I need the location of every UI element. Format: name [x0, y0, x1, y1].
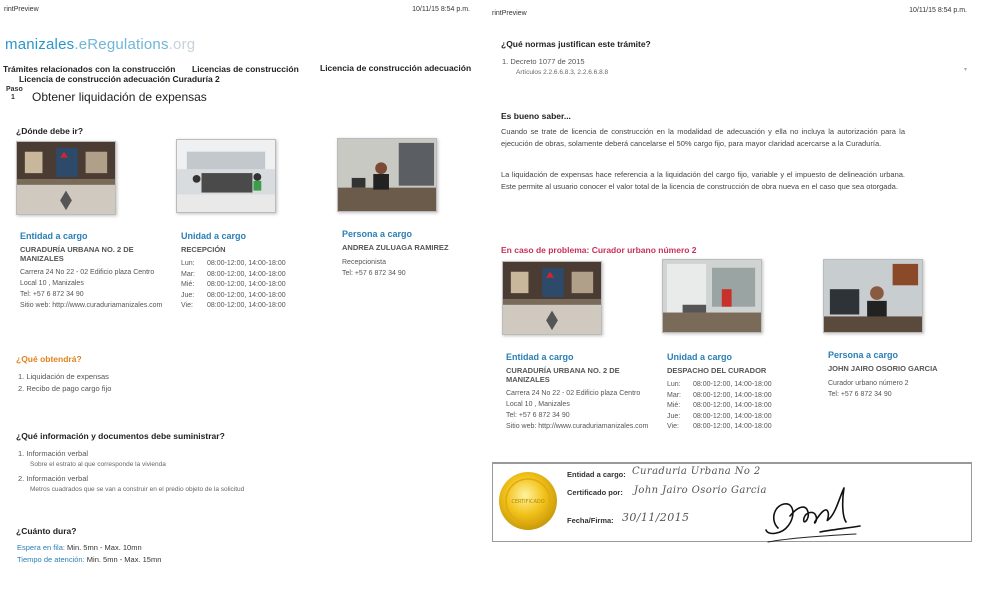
entity-address-line1: Carrera 24 No 22 - 02 Edificio plaza Centro	[20, 269, 155, 276]
hours-row	[181, 280, 286, 291]
good-to-know-heading: Es bueno saber...	[501, 111, 571, 121]
problem-person-name: JOHN JAIRO OSORIO GARCIA	[828, 364, 938, 373]
office-photo	[662, 259, 762, 333]
receptionist-photo	[337, 138, 437, 212]
problem-entity-address-line1: Carrera 24 No 22 - 02 Edificio plaza Centro	[506, 390, 641, 397]
hours-row	[181, 301, 286, 312]
hours-time: 08:00-12:00, 14:00-18:00	[693, 412, 772, 420]
brand-part-tld: .org	[168, 36, 196, 53]
entity-phone: Tel: +57 6 872 34 90	[20, 291, 84, 298]
problem-person-details	[828, 378, 909, 400]
person-phone: Tel: +57 6 872 34 90	[342, 270, 406, 277]
hours-day: Mié:	[181, 281, 195, 288]
entity-name	[20, 245, 134, 263]
problem-entity-phone: Tel: +57 6 872 34 90	[506, 412, 570, 419]
obtain-list	[18, 371, 111, 395]
hours-time: 08:00-12:00, 14:00-18:00	[693, 423, 772, 430]
hours-day: Mié:	[667, 402, 681, 409]
attention-value: Min. 5mn - Max. 15mn	[86, 555, 162, 564]
breadcrumb-item-construction[interactable]: Trámites relacionados con la construcción	[3, 64, 176, 74]
entity-name-line2: MANIZALES	[20, 254, 64, 263]
entity-address-line2: Local 10 , Manizales	[20, 280, 84, 287]
obtain-item: 2. Recibo de pago cargo fijo	[18, 384, 112, 393]
problem-entity-name	[506, 366, 620, 384]
person-name: ANDREA ZULUAGA RAMIREZ	[342, 243, 449, 252]
brand-part-name: .eRegulations	[74, 36, 169, 53]
breadcrumb-item-current[interactable]: Licencia de construcción adecuación Curaduría 2	[19, 74, 220, 84]
scroll-indicator: ▾	[963, 67, 967, 73]
hours-day: Mar:	[181, 270, 195, 278]
hours-row	[667, 401, 772, 412]
problem-entity-website-link[interactable]: Sitio web: http://www.curaduriamanizales.com	[506, 423, 649, 430]
print-title: rintPreview	[492, 10, 527, 17]
problem-unit-name: DESPACHO DEL CURADOR	[667, 366, 767, 375]
problem-unit-hours	[667, 380, 772, 433]
hours-time: 08:00-12:00, 14:00-18:00	[693, 381, 772, 388]
unit-name: RECEPCIÓN	[181, 245, 226, 254]
document-item-detail: Sobre el estrato al que corresponde la vivienda	[30, 461, 166, 468]
print-title: rintPreview	[4, 6, 39, 13]
hours-time: 08:00-12:00, 14:00-18:00	[207, 281, 286, 288]
norms-heading: ¿Qué normas justifican este trámite?	[501, 39, 651, 49]
problem-unit-heading: Unidad a cargo	[667, 352, 733, 362]
problem-person-phone: Tel: +57 6 872 34 90	[828, 391, 892, 398]
entity-heading: Entidad a cargo	[20, 231, 88, 241]
hours-day: Jue:	[181, 291, 195, 299]
entity-details	[20, 267, 162, 311]
norm-item: 1. Decreto 1077 de 2015	[502, 57, 585, 66]
hours-row	[667, 391, 772, 402]
obtain-item: 1. Liquidación de expensas	[18, 372, 109, 381]
cert-certified-value: John Jairo Osorio Garcia	[634, 485, 767, 496]
cert-entity-label: Entidad a cargo:	[567, 470, 626, 479]
where-heading: ¿Dónde debe ir?	[16, 126, 84, 136]
document-item-detail: Metros cuadrados que se van a construir en el predio objeto de la solicitud	[30, 486, 245, 493]
step-title: Obtener liquidación de expensas	[32, 90, 207, 104]
wait-value: Min. 5mn - Max. 10mn	[67, 543, 142, 552]
problem-entity-name-line2: MANIZALES	[506, 375, 550, 384]
document-item-title: 2. Información verbal	[18, 474, 89, 483]
good-to-know-paragraph-1: Cuando se trate de licencia de construcción en la modalidad de adecuación y ella no incluya la autorización para la ejecución de obras, solamente deberá cancelarse el 50% cargo fijo, para mayor claridad acercarse a la Curaduría.	[501, 127, 905, 148]
problem-heading: En caso de problema: Curador urbano número 2	[501, 245, 697, 255]
print-date: 10/11/15 8:54 p.m.	[909, 7, 967, 14]
cert-certified-label: Certificado por:	[567, 488, 623, 497]
breadcrumb-item-licenses[interactable]: Licencias de construcción	[192, 64, 299, 74]
documents-list	[18, 448, 244, 498]
unit-hours	[181, 259, 286, 312]
problem-entity-heading: Entidad a cargo	[506, 352, 574, 362]
hours-time: 08:00-12:00, 14:00-18:00	[693, 391, 772, 399]
hours-row	[181, 259, 286, 270]
reception-photo	[176, 139, 276, 213]
attention-label: Tiempo de atención:	[17, 555, 85, 564]
attention-time	[17, 554, 161, 566]
hours-row	[667, 422, 772, 433]
hours-day: Vie:	[667, 423, 679, 430]
hours-day: Lun:	[181, 260, 195, 267]
document-item-title: 1. Información verbal	[18, 449, 89, 458]
brand-part-city: manizales	[5, 36, 75, 53]
documents-heading: ¿Qué información y documentos debe suministrar?	[16, 431, 225, 441]
hours-day: Vie:	[181, 302, 193, 309]
breadcrumb-item-adecuacion[interactable]: Licencia de construcción adecuación	[320, 63, 472, 73]
problem-entity-name-line1: CURADURÍA URBANA NO. 2 DE	[506, 366, 620, 375]
hours-row	[667, 412, 772, 423]
brand-logo[interactable]	[5, 36, 195, 53]
cert-date-label: Fecha/Firma:	[567, 516, 614, 525]
obtain-heading: ¿Qué obtendrá?	[16, 354, 82, 364]
hours-day: Mar:	[667, 391, 681, 399]
cert-date-value: 30/11/2015	[622, 511, 690, 524]
entity-website-link[interactable]: Sitio web: http://www.curaduriamanizales.com	[20, 302, 163, 309]
problem-entity-address-line2: Local 10 , Manizales	[506, 401, 570, 408]
problem-person-heading: Persona a cargo	[828, 350, 899, 360]
step-word: Paso	[6, 86, 23, 93]
hours-row	[181, 270, 286, 281]
wait-time	[17, 542, 161, 554]
hours-row	[181, 291, 286, 302]
person-details	[342, 257, 406, 279]
hours-row	[667, 380, 772, 391]
curator-photo	[823, 259, 923, 333]
norms-list	[502, 56, 608, 81]
entity-name-line1: CURADURÍA URBANA NO. 2 DE	[20, 245, 134, 254]
step-label	[6, 86, 23, 102]
wait-label: Espera en fila:	[17, 543, 65, 552]
person-role: Recepcionista	[342, 259, 386, 266]
seal-text: CERTIFICADO	[511, 499, 545, 505]
entity-photo	[16, 141, 116, 215]
hours-time: 08:00-12:00, 14:00-18:00	[693, 402, 772, 409]
problem-person-role: Curador urbano número 2	[828, 380, 909, 387]
duration-heading: ¿Cuánto dura?	[16, 526, 77, 536]
problem-entity-photo	[502, 261, 602, 335]
hours-time: 08:00-12:00, 14:00-18:00	[207, 260, 286, 267]
hours-day: Lun:	[667, 381, 681, 388]
problem-entity-details	[506, 388, 648, 432]
person-heading: Persona a cargo	[342, 229, 413, 239]
unit-heading: Unidad a cargo	[181, 231, 247, 241]
print-date: 10/11/15 8:54 p.m.	[412, 6, 470, 13]
good-to-know-paragraph-2: La liquidación de expensas hace referencia a la liquidación del cargo fijo, variable y el impuesto de delineación urbana. Este permite al usuario conocer el valor total de la licencia de construcción de obra nueva en el caso que sea otorgada.	[501, 170, 905, 191]
norm-detail: Artículos 2.2.6.6.8.3, 2.2.6.6.8.8	[516, 69, 609, 76]
signature-icon	[760, 476, 870, 552]
gold-seal-icon	[497, 470, 559, 532]
cert-entity-value: Curaduria Urbana No 2	[632, 466, 761, 477]
step-number: 1	[11, 94, 15, 101]
duration-values	[17, 542, 161, 566]
left-page	[0, 0, 490, 613]
hours-time: 08:00-12:00, 14:00-18:00	[207, 270, 286, 278]
hours-time: 08:00-12:00, 14:00-18:00	[207, 291, 286, 299]
hours-time: 08:00-12:00, 14:00-18:00	[207, 302, 286, 309]
hours-day: Jue:	[667, 412, 681, 420]
